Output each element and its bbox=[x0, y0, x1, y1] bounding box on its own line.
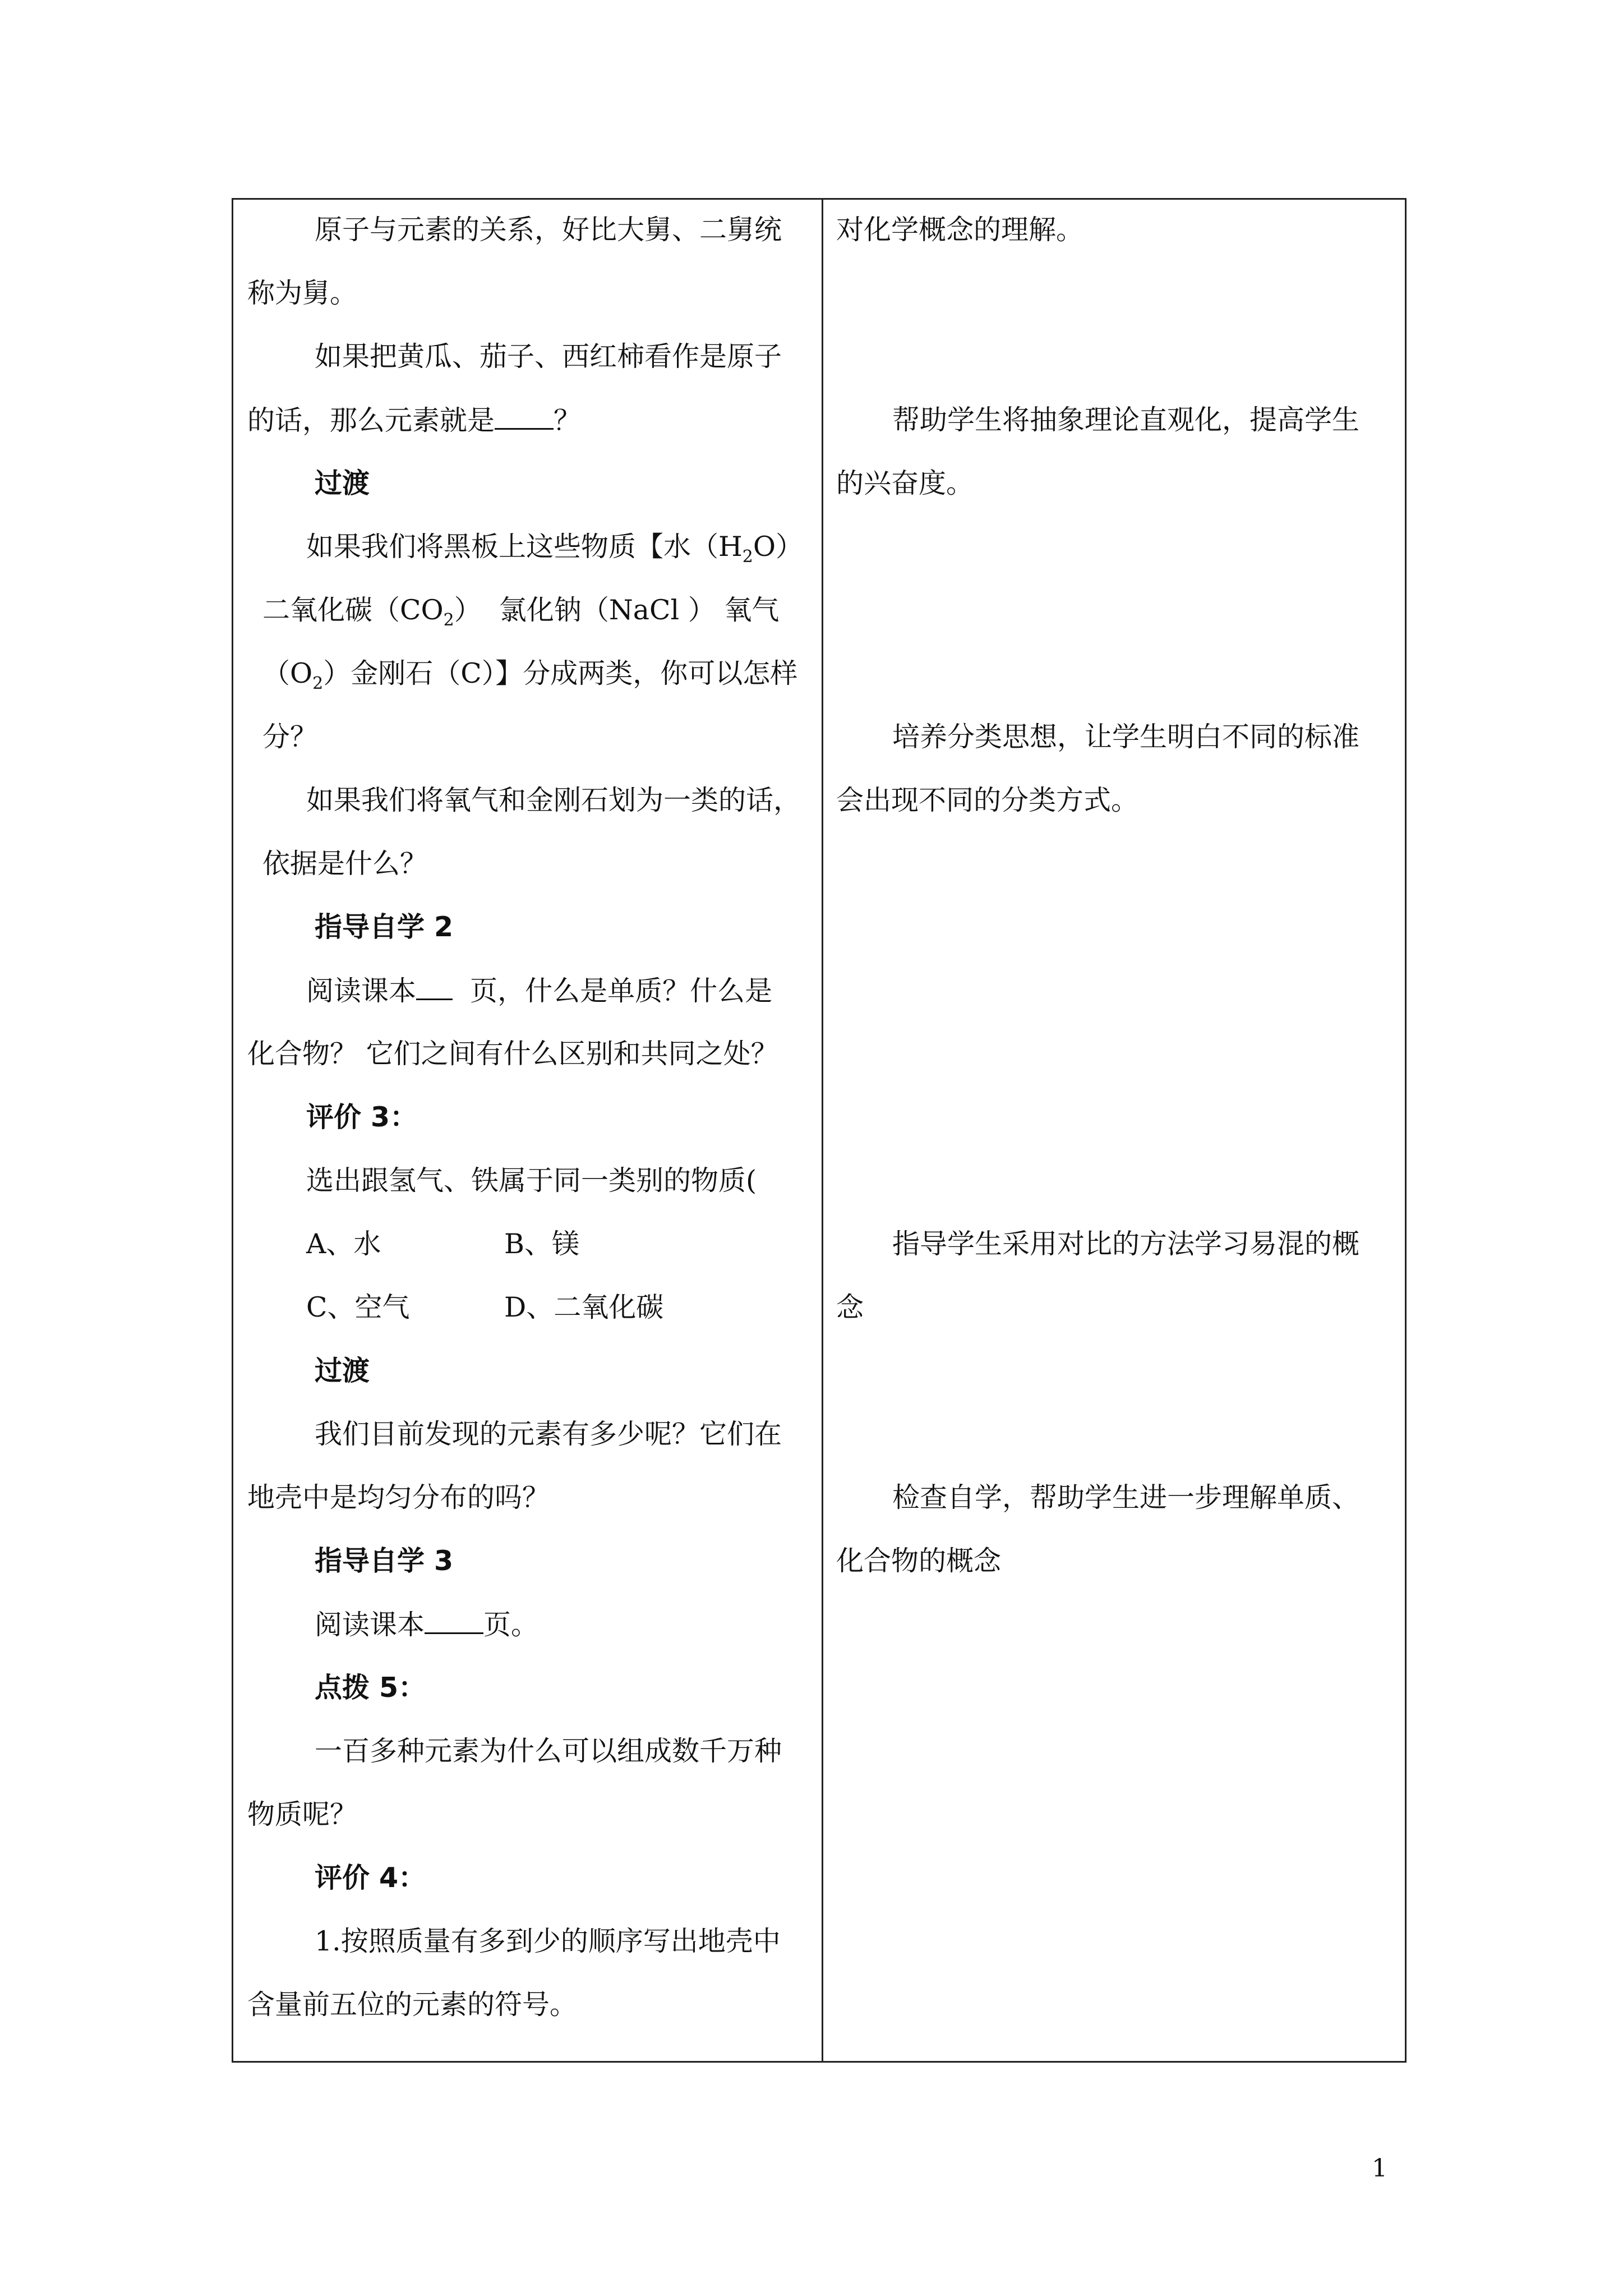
left-line-14: 我们目前发现的元素有多少呢？它们在 bbox=[315, 1418, 782, 1450]
left-line-15: 地壳中是均匀分布的吗？ bbox=[247, 1481, 550, 1513]
left-line-20: 含量前五位的元素的符号。 bbox=[247, 1989, 578, 2021]
left-line-7-text: （O bbox=[262, 657, 313, 689]
left-line-8: 分？ bbox=[262, 721, 318, 753]
guide-heading-2: 指导自学 2 bbox=[315, 911, 454, 943]
lesson-table bbox=[232, 198, 1407, 2063]
subscript: 2 bbox=[312, 673, 324, 693]
left-line-2: 称为舅。 bbox=[247, 277, 358, 309]
guide-heading-3: 指导自学 3 bbox=[315, 1545, 454, 1577]
page-blank bbox=[416, 974, 453, 1000]
page-blank-2 bbox=[425, 1608, 483, 1634]
right-line-6: 指导学生采用对比的方法学习易混的概 bbox=[892, 1228, 1360, 1260]
right-line-8: 检查自学，帮助学生进一步理解单质、 bbox=[892, 1481, 1360, 1513]
left-line-7-end: ）金刚石（C）】分成两类，你可以怎样 bbox=[323, 657, 798, 689]
eval-heading-4: 评价 4： bbox=[315, 1862, 426, 1894]
option-b: B、镁 bbox=[504, 1228, 580, 1260]
transition-heading-1: 过渡 bbox=[315, 467, 370, 499]
right-line-2: 帮助学生将抽象理论直观化，提高学生 bbox=[892, 404, 1360, 436]
column-divider bbox=[822, 200, 823, 2061]
left-line-4-end: ？ bbox=[554, 404, 582, 436]
left-line-11-end: 页，什么是单质？什么是 bbox=[453, 975, 773, 1007]
left-line-17: 一百多种元素为什么可以组成数千万种 bbox=[315, 1735, 782, 1767]
left-line-6-text: 二氧化碳（CO bbox=[262, 594, 444, 626]
left-line-5-end: O） bbox=[753, 531, 803, 563]
answer-blank bbox=[495, 403, 554, 430]
left-line-5-text: 如果我们将黑板上这些物质【水（H bbox=[306, 531, 743, 563]
left-line-9: 如果我们将氧气和金刚石划为一类的话， bbox=[306, 784, 801, 816]
left-line-5 bbox=[306, 530, 803, 574]
right-line-7: 念 bbox=[836, 1291, 864, 1323]
left-line-11 bbox=[306, 974, 772, 1008]
eval-heading-3: 评价 3： bbox=[306, 1101, 418, 1133]
left-line-6 bbox=[262, 593, 779, 637]
left-line-11-text: 阅读课本 bbox=[306, 975, 417, 1007]
subscript: 2 bbox=[443, 610, 454, 630]
left-line-16-end: 页。 bbox=[483, 1609, 539, 1641]
subscript: 2 bbox=[742, 546, 753, 567]
left-line-6-end: ） 氯化钠（NaCl ） 氧气 bbox=[454, 594, 780, 626]
right-line-4: 培养分类思想，让学生明白不同的标准 bbox=[892, 721, 1360, 753]
hint-heading-5: 点拨 5： bbox=[315, 1672, 426, 1704]
option-d: D、二氧化碳 bbox=[504, 1291, 664, 1323]
left-line-12: 化合物？ 它们之间有什么区别和共同之处？ bbox=[247, 1038, 778, 1070]
left-line-18: 物质呢？ bbox=[247, 1798, 358, 1830]
option-c: C、空气 bbox=[306, 1291, 410, 1323]
left-line-10: 依据是什么？ bbox=[262, 848, 428, 880]
left-line-4-text: 的话，那么元素就是 bbox=[247, 404, 495, 436]
left-line-7 bbox=[262, 657, 797, 701]
option-a: A、水 bbox=[306, 1228, 381, 1260]
right-line-9: 化合物的概念 bbox=[836, 1545, 1002, 1577]
right-line-1: 对化学概念的理解。 bbox=[836, 214, 1084, 246]
left-line-3: 如果把黄瓜、茄子、西红柿看作是原子 bbox=[315, 341, 782, 372]
left-line-19: 1.按照质量有多到少的顺序写出地壳中 bbox=[315, 1925, 781, 1957]
transition-heading-2: 过渡 bbox=[315, 1355, 370, 1387]
left-line-16 bbox=[315, 1608, 538, 1642]
page-number: 1 bbox=[1372, 2154, 1387, 2183]
left-line-16-text: 阅读课本 bbox=[315, 1609, 425, 1641]
right-line-5: 会出现不同的分类方式。 bbox=[836, 784, 1139, 816]
right-line-3: 的兴奋度。 bbox=[836, 467, 974, 499]
left-line-1: 原子与元素的关系，好比大舅、二舅统 bbox=[315, 214, 782, 246]
left-line-4 bbox=[247, 403, 581, 438]
left-line-13: 选出跟氢气、铁属于同一类别的物质( bbox=[306, 1165, 757, 1197]
